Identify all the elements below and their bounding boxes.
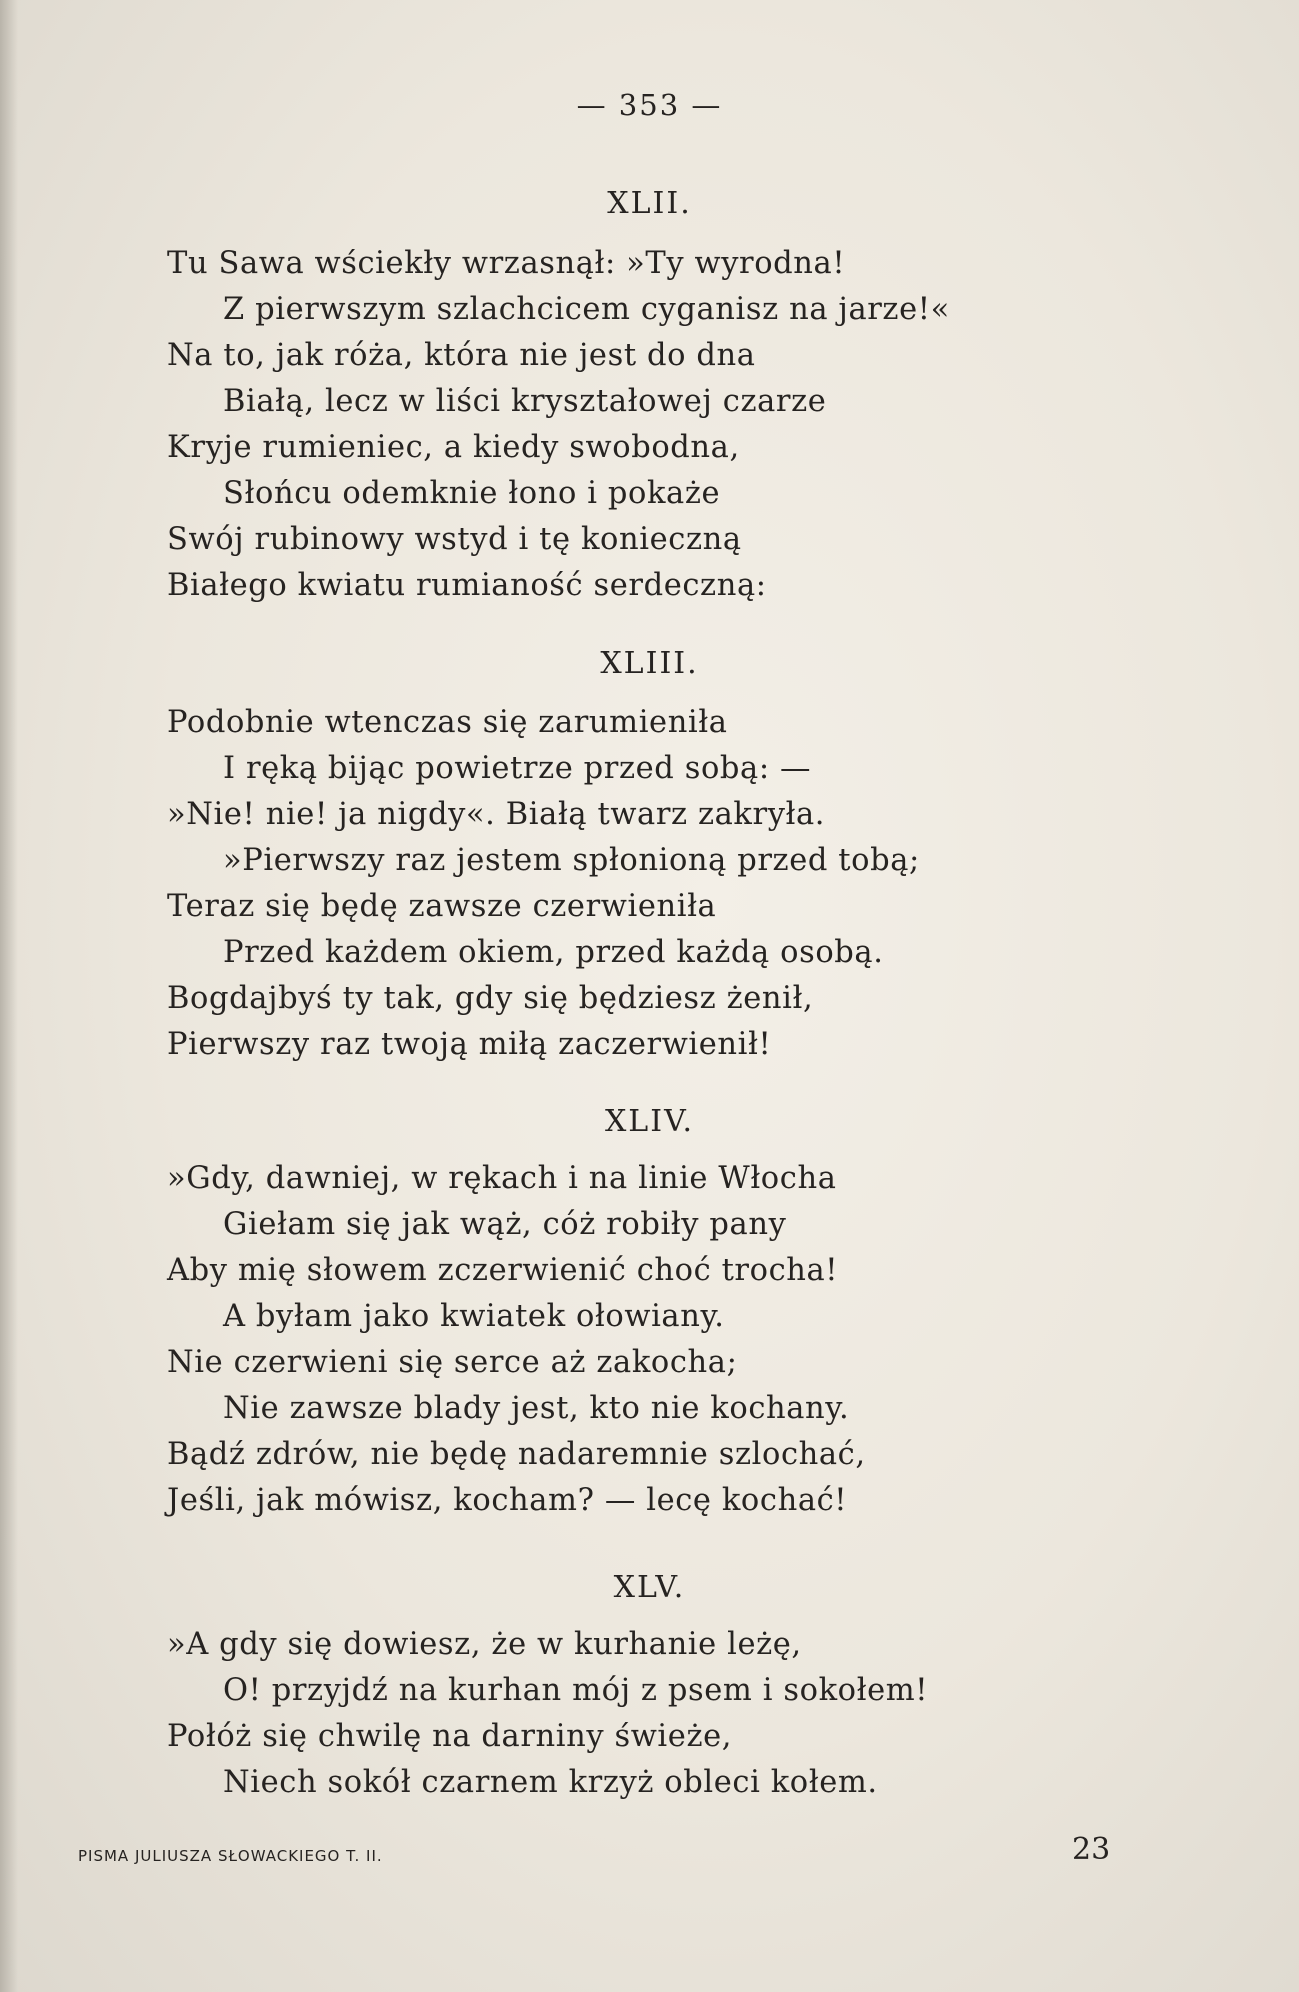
verse-line: Połóż się chwilę na darniny świeże, [167, 1719, 733, 1754]
verse-line: Podobnie wtenczas się zarumieniła [167, 705, 728, 740]
verse-line: Pierwszy raz twoją miłą zaczerwienił! [167, 1027, 772, 1062]
verse-line: Białego kwiatu rumianość serdeczną: [167, 568, 767, 603]
stanza-number-xlv: XLV. [613, 1570, 686, 1605]
verse-line: Tu Sawa wściekły wrzasnął: »Ty wyrodna! [167, 246, 846, 281]
verse-line: I ręką bijąc powietrze przed sobą: — [223, 751, 812, 786]
stanza-xlii [167, 241, 1067, 609]
verse-line: Teraz się będę zawsze czerwieniła [167, 889, 717, 924]
verse-line: »Pierwszy raz jestem spłonioną przed tobą; [223, 843, 920, 878]
verse-line: Bogdajbyś ty tak, gdy się będziesz żenił, [167, 981, 814, 1016]
stanza-xliv [167, 1156, 1067, 1524]
verse-line: Niech sokół czarnem krzyż obleci kołem. [223, 1765, 878, 1800]
verse-line: A byłam jako kwiatek ołowiany. [223, 1299, 725, 1334]
stanza-number-xliv: XLIV. [604, 1104, 695, 1139]
verse-line: Swój rubinowy wstyd i tę konieczną [167, 522, 742, 557]
verse-line: »Gdy, dawniej, w rękach i na linie Włocha [167, 1161, 837, 1196]
footer-sheet-number: 23 [1072, 1832, 1111, 1867]
verse-line: Przed każdem okiem, przed każdą osobą. [223, 935, 884, 970]
spine-shadow [0, 0, 18, 1992]
verse-line: Aby mię słowem zczerwienić choć trocha! [167, 1253, 839, 1288]
verse-line: Z pierwszym szlachcicem cyganisz na jarze!« [223, 292, 950, 327]
verse-line: Bądź zdrów, nie będę nadaremnie szlochać, [167, 1437, 866, 1472]
verse-line: Kryje rumieniec, a kiedy swobodna, [167, 430, 740, 465]
verse-line: Na to, jak róża, która nie jest do dna [167, 338, 756, 373]
verse-line: »A gdy się dowiesz, że w kurhanie leżę, [167, 1627, 802, 1662]
verse-line: Słońcu odemknie łono i pokaże [223, 476, 721, 511]
footer-signature: PISMA JULIUSZA SŁOWACKIEGO T. II. [78, 1847, 383, 1865]
page-number: — 353 — [576, 88, 723, 122]
verse-line: Jeśli, jak mówisz, kocham? — lecę kochać! [167, 1483, 848, 1518]
verse-line: Nie zawsze blady jest, kto nie kochany. [223, 1391, 850, 1426]
verse-line: Białą, lecz w liści kryształowej czarze [223, 384, 827, 419]
stanza-number-xliii: XLIII. [600, 646, 699, 681]
stanza-xlv [167, 1622, 1067, 1806]
verse-line: Nie czerwieni się serce aż zakocha; [167, 1345, 738, 1380]
verse-line: O! przyjdź na kurhan mój z psem i sokołem! [223, 1673, 929, 1708]
verse-line: »Nie! nie! ja nigdy«. Białą twarz zakryła. [167, 797, 826, 832]
stanza-number-xlii: XLII. [607, 186, 692, 221]
stanza-xliii [167, 700, 1067, 1068]
verse-line: Giełam się jak wąż, cóż robiły pany [223, 1207, 787, 1242]
